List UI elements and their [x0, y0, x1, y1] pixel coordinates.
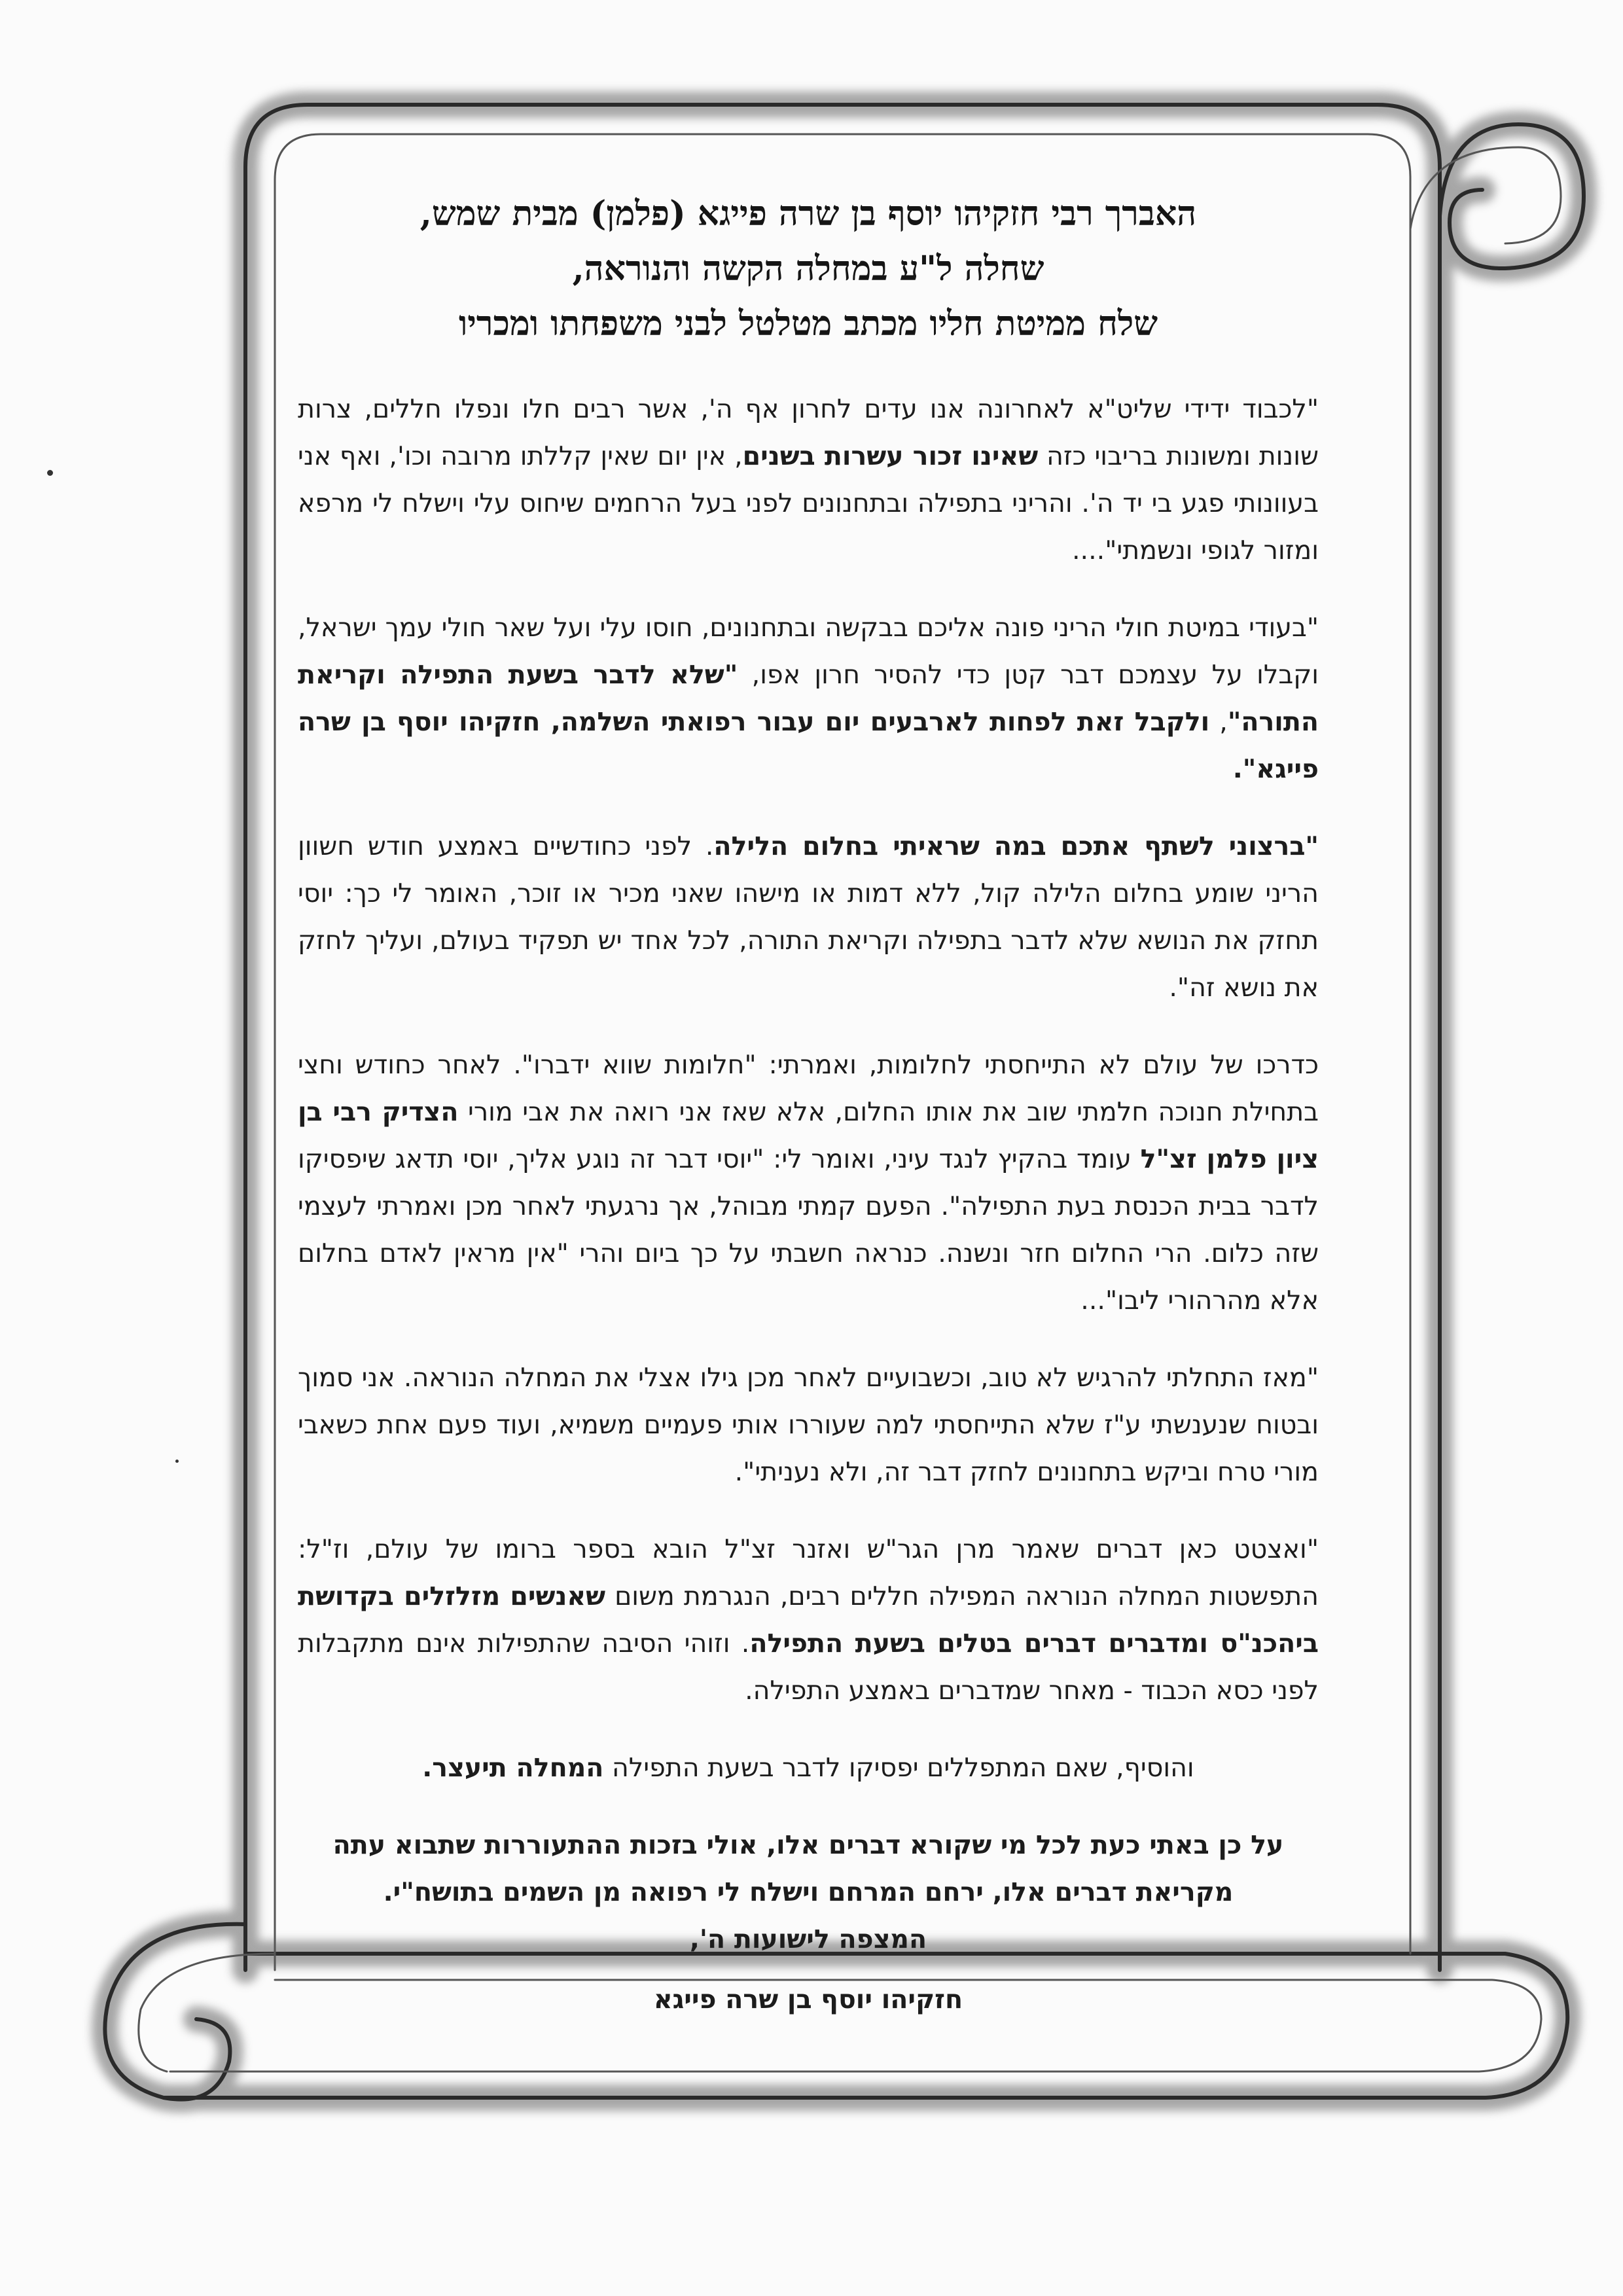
p1-bold-1: שאינו זכור עשרות בשנים [742, 441, 1039, 471]
letter-content [298, 187, 1319, 2023]
p4-text-1: כדרכו של עולם לא התייחסתי לחלומות, ואמרתי: "חלומות שווא ידברו". לאחר כחודש וחצי בתחילת חנוכה חלמתי שוב את אותו החלום, אלא שאז אני רואה את אבי מורי [298, 1050, 1319, 1127]
p8-line-1: על כן באתי כעת לכל מי שקורא דברים אלו, אולי בזכות ההתעוררות שתבוא עתה מקריאת דברים אלו, ירחם המרחם וישלח לי רפואה מן השמים בתושח"י. [332, 1830, 1284, 1907]
p4-bold-1: הצדיק רבי בן ציון פלמן זצ"ל [298, 1097, 1319, 1174]
p2-bold-2: ולקבל זאת לפחות לארבעים יום עבור רפואתי השלמה, חזקיהו יוסף בן שרה פייגא". [298, 707, 1319, 784]
p3-text-1: . לפני כחודשיים באמצע חודש חשוון הריני שומע בחלום הלילה קול, ללא דמות או מישהו שאני מכיר או זוכר, האומר לי כך: יוסי תחזק את הנושא שלא לדבר בתפילה וקריאת התורה, לכל אחד יש תפקיד בעולם, ועליך לחזק את נושא זה". [298, 831, 1319, 1003]
p6-bold-1: שאנשים מזלזלים בקדושת ביהכנ"ס ומדברים דברים בטלים בשעת התפילה [298, 1581, 1319, 1659]
p6-text-2: . וזוהי הסיבה שהתפילות אינם מתקבלות לפני כסא הכבוד - מאחר שמדברים באמצע התפילה. [298, 1628, 1319, 1706]
signature: חזקיהו יוסף בן שרה פייגא [653, 1984, 963, 2015]
scan-speck [175, 1460, 179, 1463]
p5-text-1: "מאז התחלתי להרגיש לא טוב, וכשבועיים לאחר מכן גילו אצלי את המחלה הנוראה. אני סמוך ובטוח שנענשתי ע"ז שלא התייחסתי למה שעוררו אותי פעמיים משמיא, ועוד פעם אחת כשאבי מורי טרח וביקש בתחנונים לחזק דבר זה, ולא נעניתי". [298, 1363, 1319, 1487]
paragraph-2 [298, 604, 1319, 793]
paragraph-4 [298, 1041, 1319, 1324]
p3-bold-1: "ברצוני לשתף אתכם במה שראיתי בחלום הלילה [713, 831, 1319, 861]
p2-text-2: , [1209, 707, 1228, 737]
paragraph-8 [298, 1821, 1319, 1963]
p6-text-1: "ואצטט כאן דברים שאמר מרן הגר"ש ואזנר זצ"ל הובא בספר ברומו של עולם, וז"ל: התפשטות המחלה הנוראה המפילה חללים רבים, הנגרמת משום [298, 1534, 1319, 1611]
heading-line-2: שחלה ל"ע במחלה הקשה והנוראה, [572, 249, 1044, 289]
heading-line-3: שלח ממיטת חליו מכתב מטלטל לבני משפחתו ומכריו [458, 304, 1158, 344]
p2-text-1: "בעודי במיטת חולי הריני פונה אליכם בבקשה ובתחנונים, חוסו עלי ועל שאר חולי עמך ישראל, וקבלו על עצמכם דבר קטן כדי להסיר חרון אפו, [298, 613, 1319, 690]
p1-text-2: , אין יום שאין קללתו מרובה וכו', ואף אני בעוונותי פגע בי יד ה'. והריני בתפילה ובתחנונים לפני בעל הרחמים שיחוס עלי וישלח לי מרפא ומזור לגופי ונשמתי".... [298, 441, 1319, 565]
p7-text-1: והוסיף, שאם המתפללים יפסיקו לדבר בשעת התפילה [603, 1753, 1194, 1783]
paragraph-1 [298, 386, 1319, 574]
p8-line-2: המצפה לישועות ה', [689, 1924, 927, 1954]
scan-speck [47, 470, 53, 476]
paragraph-3 [298, 823, 1319, 1011]
heading-line-1: האברך רבי חזקיהו יוסף בן שרה פייגא (פלמן) מבית שמש, [419, 194, 1197, 234]
letter-heading [298, 187, 1319, 351]
paragraph-6 [298, 1526, 1319, 1714]
p2-bold-1: "שלא לדבר בשעת התפילה וקריאת התורה" [298, 660, 1319, 737]
p7-bold-1: המחלה תיעצר. [422, 1753, 604, 1783]
paragraph-5 [298, 1354, 1319, 1496]
p4-text-2: עומד בהקיץ לנגד עיני, ואומר לי: "יוסי דבר זה נוגע אליך, יוסי תדאג שיפסיקו לדבר בבית הכנסת בעת התפילה". הפעם קמתי מבוהל, אך נרגעתי לאחר מכן ואמרתי לעצמי שזה כלום. הרי החלום חזר ונשנה. כנראה חשבתי על כך ביום והרי "אין מראין לאדם בחלום אלא מהרהורי ליבו"... [298, 1144, 1319, 1316]
paragraph-7 [298, 1744, 1319, 1791]
p1-text-1: "לכבוד ידידי שליט"א לאחרונה אנו עדים לחרון אף ה', אשר רבים חלו ונפלו חללים, צרות שונות ומשונות בריבוי כזה [298, 394, 1319, 471]
